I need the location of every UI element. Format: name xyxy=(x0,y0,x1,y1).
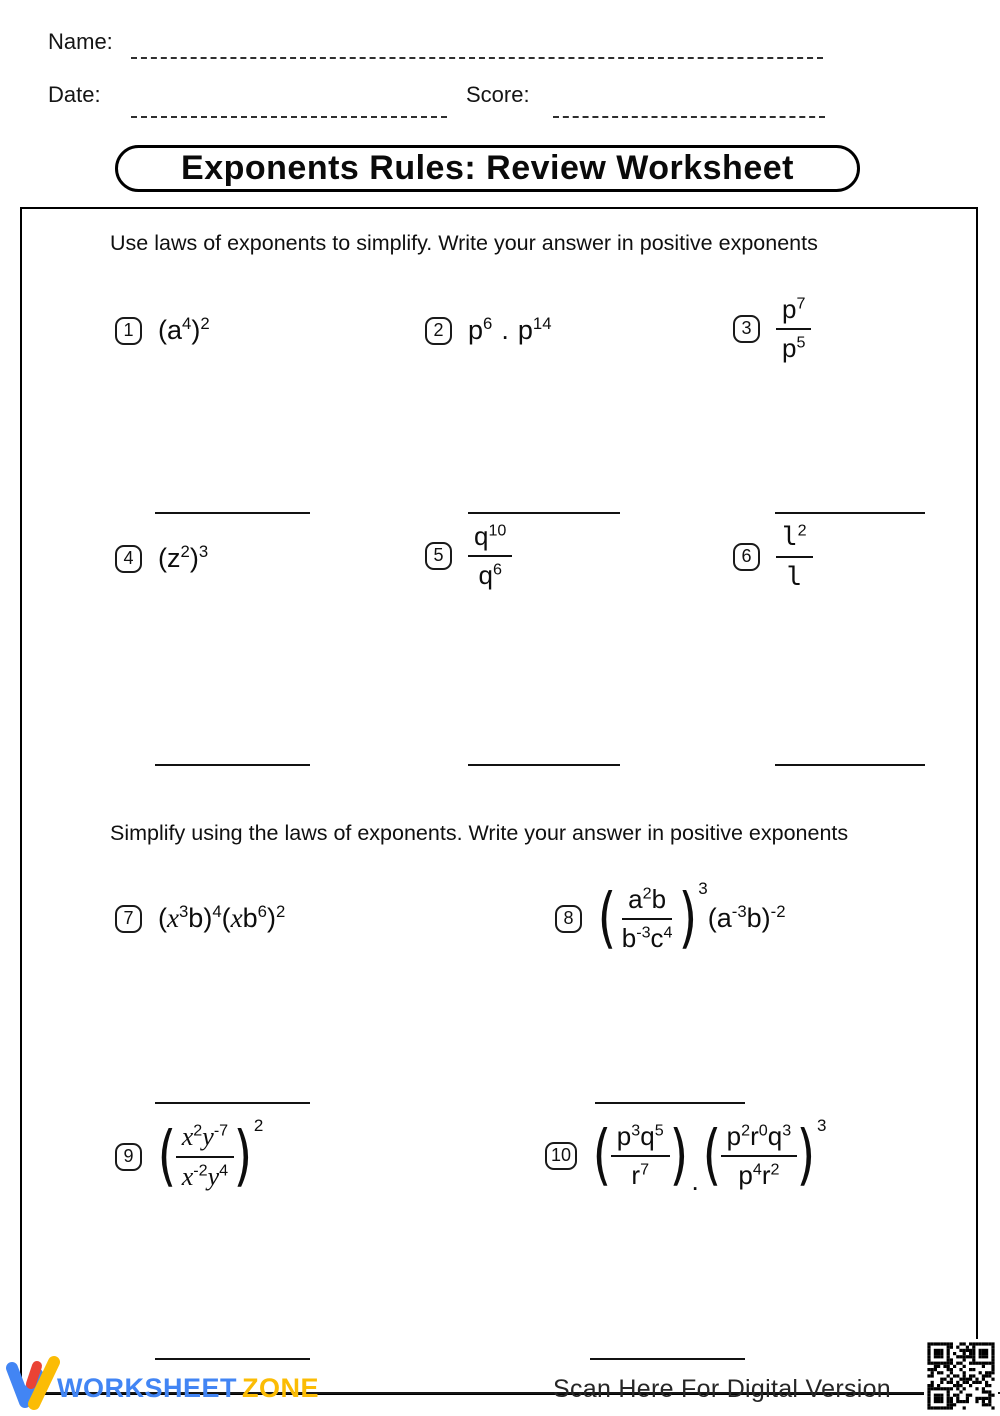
open-paren: ( xyxy=(157,1117,177,1195)
problem-6 xyxy=(733,520,813,593)
problem-8 xyxy=(555,879,786,957)
answer-line-1[interactable] xyxy=(155,512,310,514)
problem-4-number: 4 xyxy=(115,545,142,573)
answer-line-4[interactable] xyxy=(155,764,310,766)
problem-1 xyxy=(115,315,210,346)
answer-line-3[interactable] xyxy=(775,512,925,514)
instruction-section-1: Use laws of exponents to simplify. Write your answer in positive exponents xyxy=(110,231,818,255)
problem-6-number: 6 xyxy=(733,543,760,571)
open-paren: ( xyxy=(597,879,617,957)
problem-2-expression: $p^6$ . $p^{14}$ xyxy=(468,314,552,345)
brand-zone: ZONE xyxy=(242,1373,320,1403)
problem-8-expression: ( $\frac{a^2b}{b^{-3}c^4}$ ) 3 $(a^{-3}b)^{-2}$ xyxy=(597,879,786,957)
close-paren: ) xyxy=(796,1116,816,1194)
problem-6-expression xyxy=(776,520,813,593)
problem-5-number: 5 xyxy=(425,542,452,570)
date-label: Date: xyxy=(48,82,101,107)
outer-exponent: 2 xyxy=(253,1116,264,1135)
close-paren: ) xyxy=(669,1116,688,1194)
problem-4 xyxy=(115,543,208,574)
problem-2 xyxy=(425,315,552,346)
open-paren: ( xyxy=(702,1116,722,1194)
multiply-dot: . xyxy=(501,315,509,345)
worksheet-title: Exponents Rules: Review Worksheet xyxy=(115,145,860,192)
answer-line-7[interactable] xyxy=(155,1102,310,1104)
problem-2-number: 2 xyxy=(425,317,452,345)
fraction: $\frac{q^{10}}{q^6}$ xyxy=(468,520,512,591)
problem-10-number: 10 xyxy=(545,1142,577,1170)
score-label: Score: xyxy=(466,82,530,107)
fraction: $\frac{a^2b}{b^{-3}c^4}$ xyxy=(621,884,673,953)
answer-line-2[interactable] xyxy=(468,512,620,514)
scan-here-text: Scan Here For Digital Version xyxy=(553,1375,892,1403)
problem-1-number: 1 xyxy=(115,317,142,345)
problem-7-expression: $(x^3b)^4(xb^6)^2$ xyxy=(158,902,286,933)
open-paren: ( xyxy=(592,1116,612,1194)
outer-exponent: 3 xyxy=(816,1116,827,1135)
fraction: $\frac{p^7}{p^5}$ xyxy=(776,293,811,364)
problem-10-expression xyxy=(592,1116,827,1196)
worksheet-zone-logo-icon xyxy=(3,1350,63,1414)
answer-line-8[interactable] xyxy=(595,1102,745,1104)
fraction: $\frac{p^3q^5}{r^7}$ xyxy=(611,1120,670,1191)
problem-9 xyxy=(115,1116,264,1195)
name-fill-line[interactable] xyxy=(131,57,823,59)
brand-worksheet: WORKSHEET xyxy=(57,1373,237,1403)
problem-4-expression: $(z^2)^3$ xyxy=(158,542,209,573)
brand-wordmark xyxy=(57,1373,319,1404)
problem-10 xyxy=(545,1116,827,1196)
close-paren: ) xyxy=(233,1117,253,1195)
score-fill-line[interactable] xyxy=(553,116,825,118)
problem-7 xyxy=(115,903,285,934)
name-label: Name: xyxy=(48,29,113,54)
problem-7-number: 7 xyxy=(115,905,142,933)
fraction: $\frac{l^2}{l}$ xyxy=(776,520,813,593)
fraction: $\frac{p^2r^0q^3}{p^4r^2}$ xyxy=(721,1120,798,1191)
fraction: $\frac{x^2y^{-7}}{x^{-2}y^4}$ xyxy=(176,1120,234,1193)
problem-5-expression xyxy=(468,520,512,591)
problem-5 xyxy=(425,520,512,591)
answer-line-5[interactable] xyxy=(468,764,620,766)
problem-9-expression xyxy=(157,1116,264,1195)
date-fill-line[interactable] xyxy=(131,116,447,118)
answer-line-10[interactable] xyxy=(590,1358,745,1360)
content-box xyxy=(20,207,978,1395)
close-paren: ) xyxy=(678,879,697,957)
answer-line-9[interactable] xyxy=(155,1358,310,1360)
multiply-dot: . xyxy=(691,1166,699,1196)
answer-line-6[interactable] xyxy=(775,764,925,766)
problem-8-number: 8 xyxy=(555,905,582,933)
problem-3-number: 3 xyxy=(733,315,760,343)
outer-exponent: 3 xyxy=(698,879,708,898)
problem-1-expression: $(a^4)^2$ xyxy=(158,314,210,345)
problem-9-number: 9 xyxy=(115,1143,142,1171)
problem-3 xyxy=(733,293,811,364)
problem-3-expression xyxy=(776,293,811,364)
instruction-section-2: Simplify using the laws of exponents. Write your answer in positive exponents xyxy=(110,821,849,845)
qr-code xyxy=(924,1339,998,1413)
